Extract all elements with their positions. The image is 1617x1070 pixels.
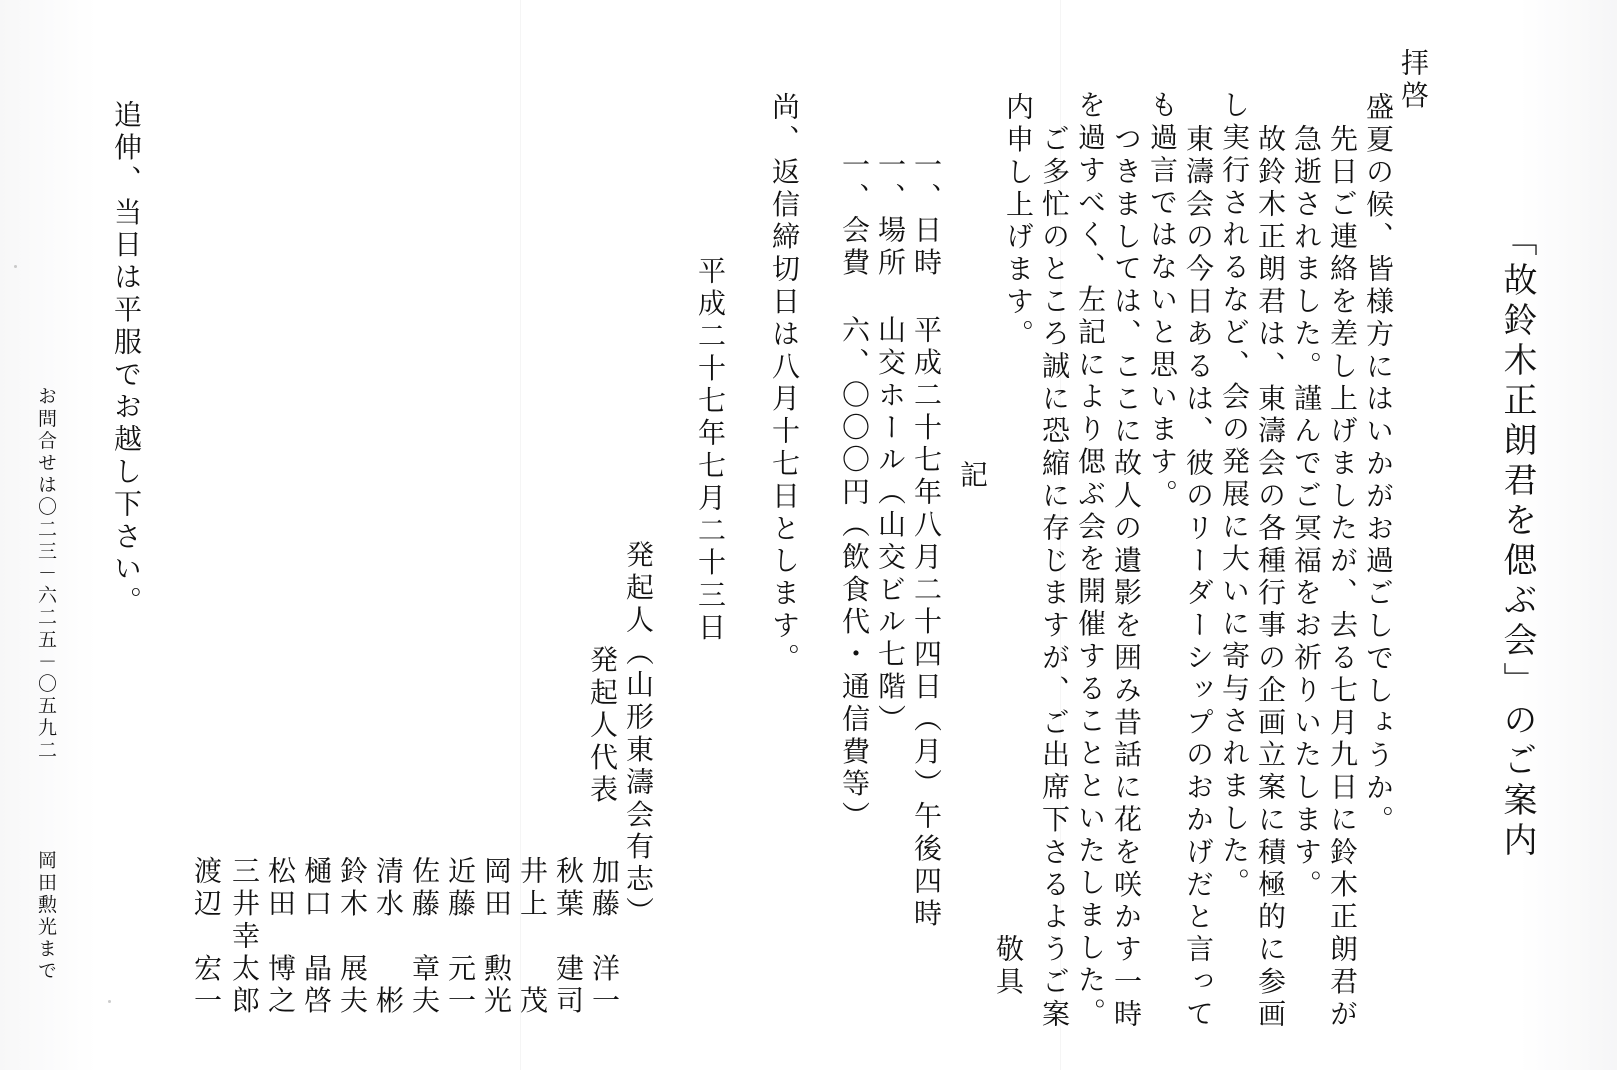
contact-phone: お問合せは〇二三－六二五－〇五九二 xyxy=(35,386,57,762)
issue-date: 平成二十七年七月二十三日 xyxy=(694,256,727,645)
representative-label: 発起人代表 xyxy=(586,645,619,807)
ki-heading: 記 xyxy=(956,460,989,493)
member-name: 松田 博之 xyxy=(264,856,297,1018)
detail-label-fee: 一、会費 xyxy=(838,150,871,280)
body-line: も過言ではないと思います。 xyxy=(1146,90,1179,512)
member-name: 鈴木 展夫 xyxy=(336,856,369,1018)
member-name: 秋葉 建司 xyxy=(552,856,585,1018)
paper-speck xyxy=(14,265,17,268)
postscript: 追伸、当日は平服でお越し下さい。 xyxy=(110,100,143,619)
detail-value-datetime: 平成二十七年八月二十四日（月）午後四時 xyxy=(910,315,943,931)
detail-value-venue: 山交ホール（山交ビル七階） xyxy=(874,315,907,737)
body-line: つきましては、ここに故人の遺影を囲み昔話に花を咲かす一時 xyxy=(1110,124,1143,1032)
page-title: 「故鈴木正朗君を偲ぶ会」のご案内 xyxy=(1497,222,1537,862)
paper-speck xyxy=(108,1000,111,1003)
detail-label-venue: 一、場所 xyxy=(874,150,907,280)
member-name: 佐藤 章夫 xyxy=(408,856,441,1018)
member-name: 加藤 洋一 xyxy=(588,856,621,1018)
body-line: 盛夏の候、皆様方にはいかがお過ごしでしょうか。 xyxy=(1362,92,1395,838)
member-name: 井上 茂 xyxy=(516,856,549,1018)
detail-label-datetime: 一、日時 xyxy=(910,150,943,280)
body-line: 先日ご連絡を差し上げましたが、去る七月九日に鈴木正朗君が xyxy=(1326,124,1359,1032)
member-name: 渡辺 宏一 xyxy=(190,856,223,1018)
member-name: 清水 彬 xyxy=(372,856,405,1018)
body-line: 東濤会の今日あるは、彼のリーダーシップのおかげだと言って xyxy=(1182,124,1215,1032)
body-line: を過すべく、左記により偲ぶ会を開催することといたしました。 xyxy=(1074,90,1107,1030)
detail-value-fee: 六、〇〇〇円（飲食代・通信費等） xyxy=(838,315,871,834)
member-name: 樋口 晶啓 xyxy=(300,856,333,1018)
member-name: 近藤 元一 xyxy=(444,856,477,1018)
body-line: ご多忙のところ誠に恐縮に存じますが、ご出席下さるようご案 xyxy=(1038,124,1071,1032)
body-line: 故鈴木正朗君は、東濤会の各種行事の企画立案に積極的に参画 xyxy=(1254,124,1287,1032)
body-line: し実行されるなど、会の発展に大いに寄与されました。 xyxy=(1218,90,1251,900)
body-line: 内申し上げます。 xyxy=(1002,92,1035,352)
body-line: 急逝されました。謹んでご冥福をお祈りいたします。 xyxy=(1290,124,1323,902)
member-name: 岡田 勲光 xyxy=(480,856,513,1018)
contact-person: 岡田勲光まで xyxy=(35,850,57,983)
member-name: 三井幸太郎 xyxy=(228,856,261,1018)
greeting: 拝啓 xyxy=(1397,48,1430,113)
organizer-label: 発起人（山形東濤会有志） xyxy=(622,540,655,929)
reply-deadline-note: 尚、返信締切日は八月十七日とします。 xyxy=(768,92,801,676)
closing: 敬具 xyxy=(992,934,1025,999)
